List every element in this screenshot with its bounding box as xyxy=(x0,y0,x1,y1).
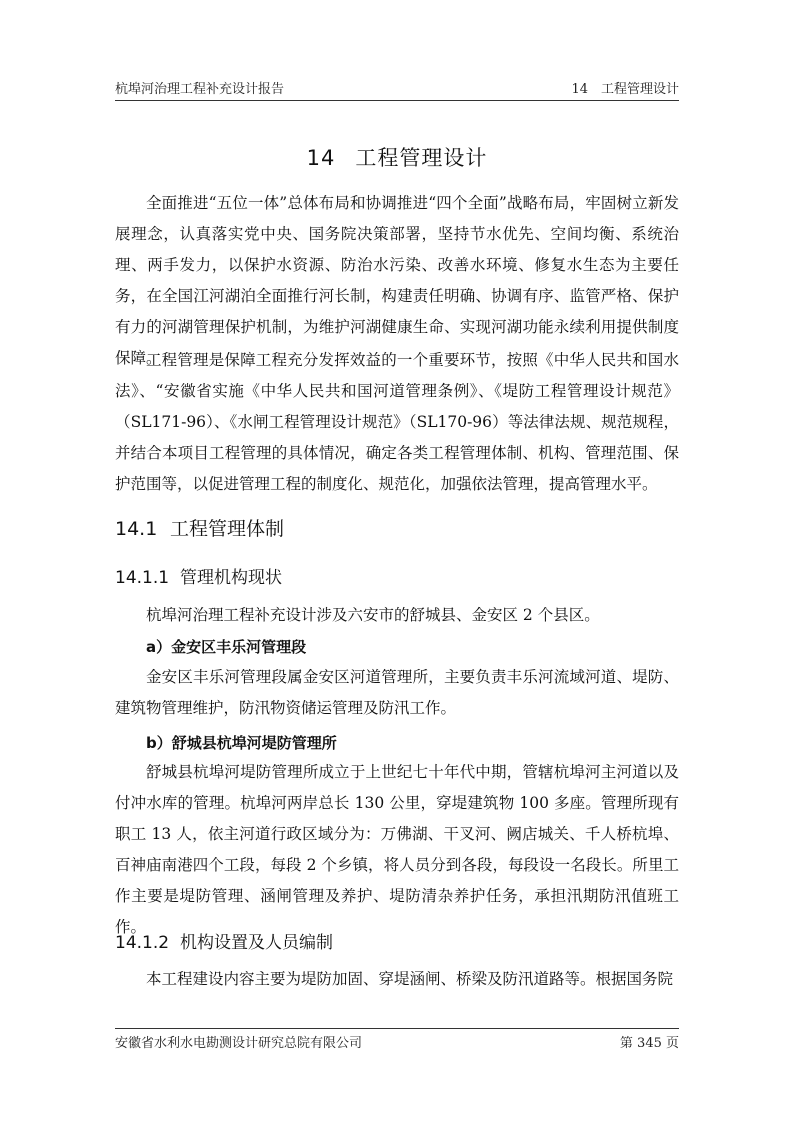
subheading-b: b）舒城县杭埠河堤防管理所 xyxy=(146,734,337,752)
section-14-1-2-text: 本工程建设内容主要为堤防加固、穿堤涵闸、桥梁及防汛道路等。根据国务院 xyxy=(146,970,674,988)
section-title: 工程管理体制 xyxy=(170,518,285,540)
footer-page-number: 第 345 页 xyxy=(619,1036,679,1051)
footer-company: 安徽省水利水电勘测设计研究总院有限公司 xyxy=(115,1036,363,1051)
header-report-title: 杭埠河治理工程补充设计报告 xyxy=(115,82,285,97)
section-title: 管理机构现状 xyxy=(180,568,282,588)
header-divider xyxy=(115,100,679,101)
chapter-title-text: 工程管理设计 xyxy=(355,146,488,170)
intro-paragraph-1: 全面推进“五位一体”总体布局和协调推进“四个全面”战略布局，牢固树立新发展理念，认真落实党中央、国务院决策部署，坚持节水优先、空间均衡、系统治理、两手发力，以保护水资源、防治水污染、改善水环境、修复水生态为主要任务，在全国江河湖泊全面推行河长制，构建责任明确、协调有序、监管严格、保护有力的河湖管理保护机制，为维护河湖健康生命、实现河湖功能永续利用提供制度保障。 xyxy=(115,194,679,367)
subheading-a: a）金安区丰乐河管理段 xyxy=(146,638,307,656)
subsection-a-text: 金安区丰乐河管理段属金安区河道管理所，主要负责丰乐河流域河道、堤防、建筑物管理维护，防汛物资储运管理及防汛工作。 xyxy=(115,668,679,717)
chapter-number: 14 xyxy=(306,146,336,170)
page-footer xyxy=(115,1032,679,1052)
intro-paragraph-2: 工程管理是保障工程充分发挥效益的一个重要环节，按照《中华人民共和国水法》、“安徽省实施《中华人民共和国河道管理条例》、《堤防工程管理设计规范》（SL171-96）、《水闸工程管理设计规范》（SL170-96）等法律法规、规范规程，并结合本项目工程管理的具体情况，确定各类工程管理体制、机构、管理范围、保护范围等，以促进管理工程的制度化、规范化，加强依法管理，提高管理水平。 xyxy=(115,351,679,493)
section-number: 14.1.2 xyxy=(115,933,170,953)
section-heading-14-1 xyxy=(115,514,284,541)
subsection-b-text: 舒城县杭埠河堤防管理所成立于上世纪七十年代中期，管辖杭埠河主河道以及付冲水库的管理。杭埠河两岸总长 130 公里，穿堤建筑物 100 多座。管理所现有职工 13 人，依主河道行政区域分为：万佛湖、干叉河、阙店城关、千人桥杭埠、百神庙南港四个工段，每段 2 个乡镇，将人员分到各段，每段设一名段长。所里工作主要是堤防管理、涵闸管理及养护、堤防清杂养护任务，承担汛期防汛值班工作。 xyxy=(115,763,679,936)
chapter-title xyxy=(115,142,679,172)
footer-divider xyxy=(115,1028,679,1029)
section-number: 14.1.1 xyxy=(115,568,170,588)
section-14-1-1-intro: 杭埠河治理工程补充设计涉及六安市的舒城县、金安区 2 个县区。 xyxy=(146,606,600,624)
section-number: 14.1 xyxy=(115,518,158,540)
section-heading-14-1-2 xyxy=(115,928,333,953)
section-title: 机构设置及人员编制 xyxy=(180,933,333,953)
header-chapter-title: 14 工程管理设计 xyxy=(571,82,679,97)
section-heading-14-1-1 xyxy=(115,563,282,588)
page-header xyxy=(115,78,679,98)
